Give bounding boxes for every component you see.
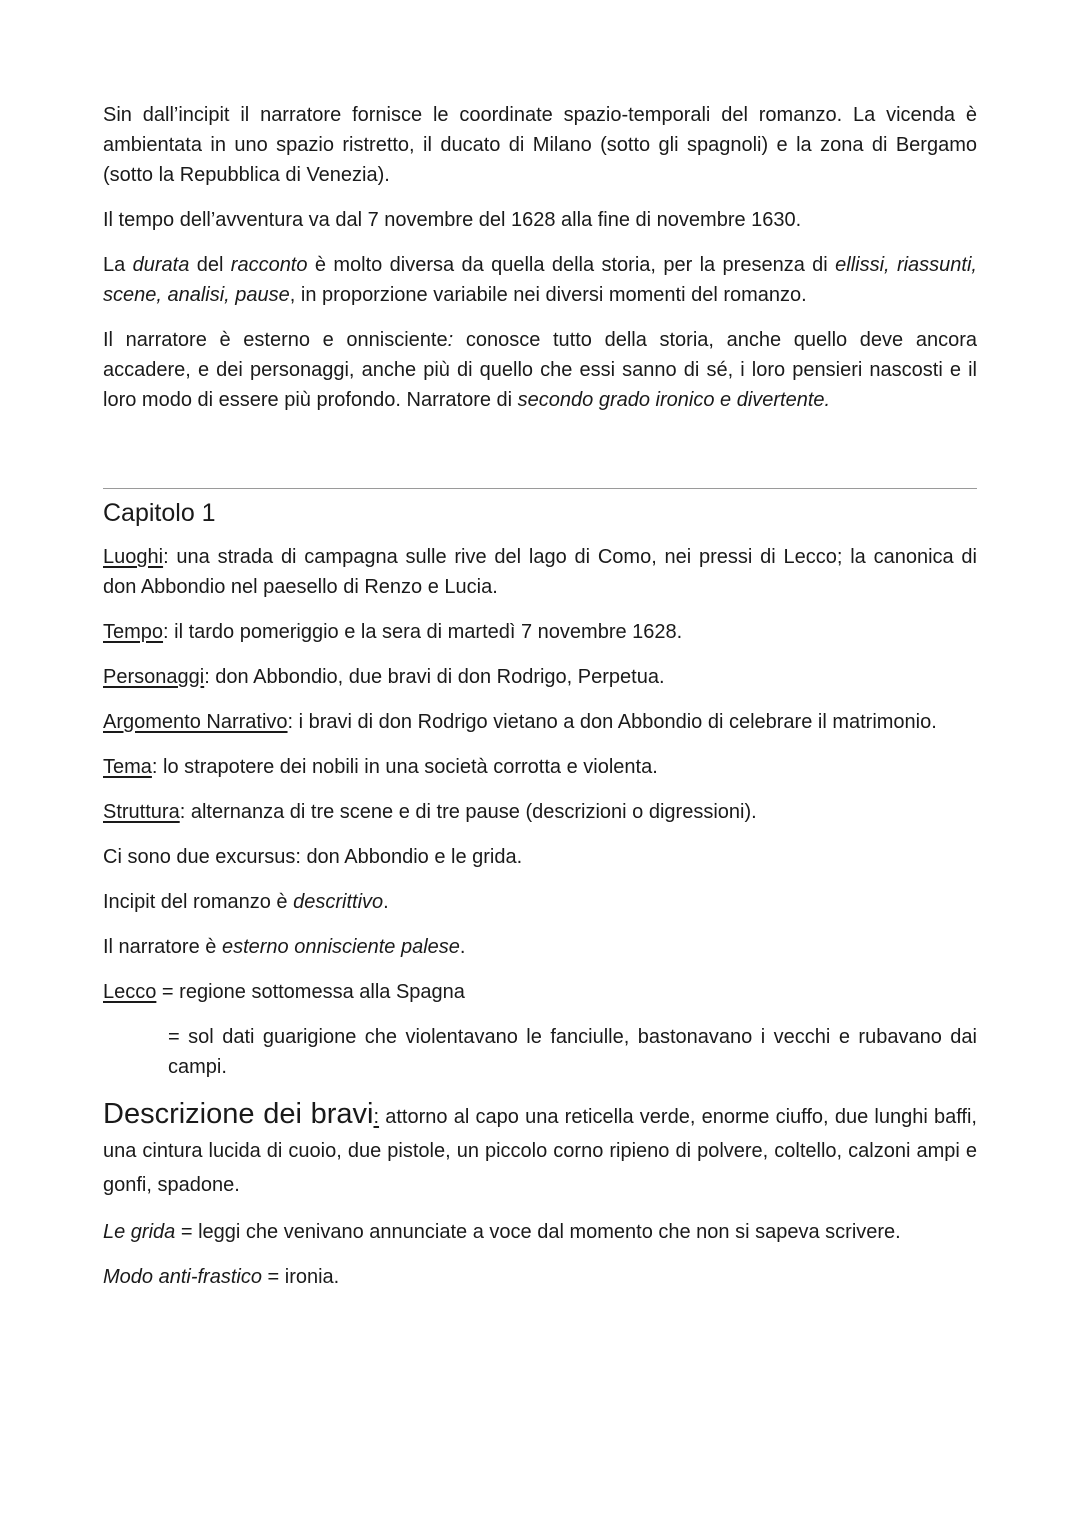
tema-paragraph: Tema: lo strapotere dei nobili in una società corrotta e violenta.: [103, 756, 658, 778]
intro-paragraph-4: Il narratore è esterno e onnisciente: conosce tutto della storia, anche quello deve ancora accadere, e dei personaggi, anche più di quello che essi sanno di sé, i loro pensieri nascosti e il loro modo di essere più profondo. Narratore di secondo grado ironico e divertente.: [103, 329, 977, 411]
modo-label: Modo anti-frastico: [103, 1266, 262, 1288]
lecco-definition: = sol dati guarigione che violentavano le fanciulle, bastonavano i vecchi e rubavano dai campi.: [168, 1026, 977, 1078]
bravi-title: Descrizione dei bravi: [103, 1098, 374, 1130]
bravi-paragraph: Descrizione dei bravi: attorno al capo una reticella verde, enorme ciuffo, due lunghi baffi, una cintura lucida di cuoio, due pistole, un piccolo corno ripieno di polvere, coltello, calzoni ampi e gonfi, spadone.: [103, 1098, 977, 1196]
lecco-label: Lecco: [103, 981, 157, 1003]
intro-paragraph-3: La durata del racconto è molto diversa da quella della storia, per la presenza di ellissi, riassunti, scene, analisi, pause, in proporzione variabile nei diversi momenti del romanzo.: [103, 254, 977, 306]
tema-label: Tema: [103, 756, 152, 778]
narratore-paragraph: Il narratore è esterno onnisciente palese.: [103, 936, 466, 958]
chapter-title: Capitolo 1: [103, 499, 216, 527]
luoghi-label: Luoghi: [103, 546, 164, 568]
lecco-paragraph: Lecco = regione sottomessa alla Spagna: [103, 981, 465, 1003]
personaggi-paragraph: Personaggi: don Abbondio, due bravi di don Rodrigo, Perpetua.: [103, 666, 665, 688]
modo-paragraph: Modo anti-frastico = ironia.: [103, 1266, 340, 1288]
personaggi-label: Personaggi: [103, 666, 205, 688]
grida-paragraph: Le grida = leggi che venivano annunciate a voce dal momento che non si sapeva scrivere.: [103, 1221, 901, 1243]
excursus-paragraph: Ci sono due excursus: don Abbondio e le grida.: [103, 846, 523, 868]
argomento-paragraph: Argomento Narrativo: i bravi di don Rodrigo vietano a don Abbondio di celebrare il matrimonio.: [103, 711, 937, 733]
incipit-paragraph: Incipit del romanzo è descrittivo.: [103, 891, 389, 913]
luoghi-paragraph: Luoghi: una strada di campagna sulle rive del lago di Como, nei pressi di Lecco; la canonica di don Abbondio nel paesello di Renzo e Lucia.: [103, 546, 977, 598]
grida-label: Le grida: [103, 1221, 176, 1243]
tempo-label: Tempo: [103, 621, 164, 643]
intro-paragraph-2: Il tempo dell’avventura va dal 7 novembre del 1628 alla fine di novembre 1630.: [103, 209, 802, 231]
struttura-paragraph: Struttura: alternanza di tre scene e di tre pause (descrizioni o digressioni).: [103, 801, 757, 823]
section-divider: [103, 488, 977, 489]
argomento-label: Argomento Narrativo: [103, 711, 288, 733]
intro-paragraph-1: Sin dall’incipit il narratore fornisce le coordinate spazio-temporali del romanzo. La vicenda è ambientata in uno spazio ristretto, il ducato di Milano (sotto gli spagnoli) e la zona di Bergamo (sotto la Repubblica di Venezia).: [103, 104, 977, 186]
document-page: [103, 100, 977, 1307]
struttura-label: Struttura: [103, 801, 180, 823]
tempo-paragraph: Tempo: il tardo pomeriggio e la sera di martedì 7 novembre 1628.: [103, 621, 683, 643]
